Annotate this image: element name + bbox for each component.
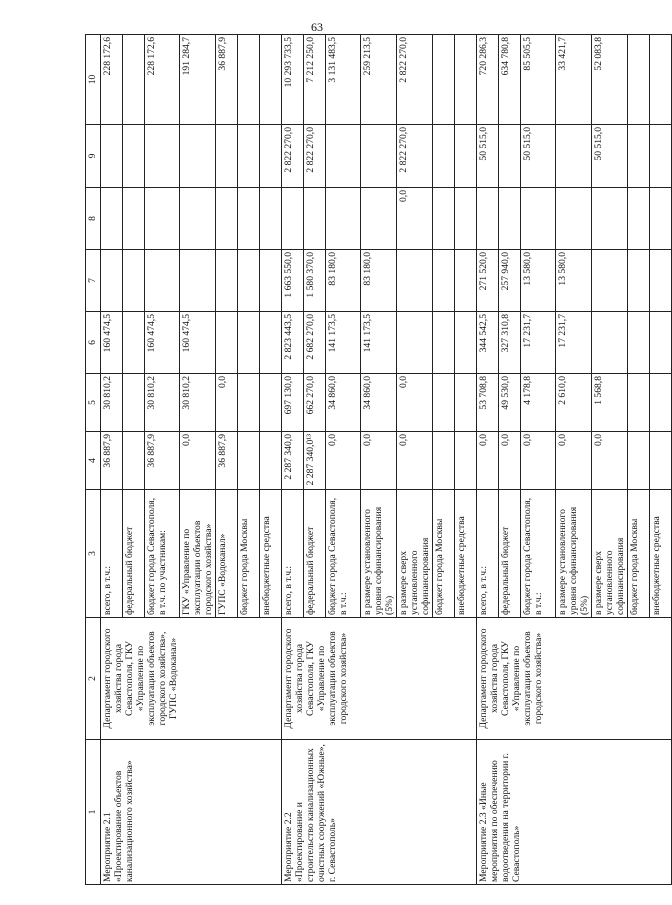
value-cell-c9	[326, 125, 361, 188]
value-cell-c6: 17 231,7	[556, 312, 592, 374]
value-cell-c6: 160 474,5	[145, 312, 180, 374]
executor-cell: Департамент городского хозяйства города Севастополя, ГКУ «Управление по эксплуатации объектов городского хозяйства», ГУПС «Водоканал»	[101, 618, 282, 740]
value-cell-c7	[216, 250, 238, 312]
table-row	[101, 35, 123, 885]
col-header-1: 1	[86, 740, 101, 885]
value-cell-c6: 160 474,5	[101, 312, 123, 374]
value-cell-c10: 85 505,5	[521, 35, 556, 125]
value-cell-c10: 3 131 483,5	[326, 35, 361, 125]
value-cell-c8	[433, 188, 455, 250]
value-cell-c6: 327 310,8	[499, 312, 521, 374]
value-cell-c6	[592, 312, 628, 374]
value-cell-c10	[238, 35, 260, 125]
measure-cell: Мероприятие 2.1 «Проектирование объектов канализационного хозяйства»	[101, 740, 282, 885]
value-cell-c10: 7 212 250,0	[304, 35, 326, 125]
value-cell-c6: 160 474,5	[180, 312, 216, 374]
value-cell-c10	[455, 35, 477, 125]
page-number: 63	[311, 20, 323, 34]
value-cell-c4	[260, 432, 282, 490]
funding-source-cell: бюджет города Москвы	[238, 490, 260, 618]
col-header-4: 4	[86, 432, 101, 490]
table-row	[282, 35, 304, 885]
value-cell-c7: 13 580,0	[556, 250, 592, 312]
value-cell-c8	[521, 188, 556, 250]
value-cell-c5	[455, 374, 477, 432]
value-cell-c7: 271 520,0	[477, 250, 499, 312]
value-cell-c4: 0,0	[592, 432, 628, 490]
value-cell-c6	[123, 312, 145, 374]
value-cell-c6: 141 173,5	[361, 312, 397, 374]
value-cell-c9	[145, 125, 180, 188]
value-cell-c7	[455, 250, 477, 312]
value-cell-c9	[556, 125, 592, 188]
value-cell-c8	[216, 188, 238, 250]
value-cell-c4: 0,0	[397, 432, 433, 490]
funding-table	[85, 34, 672, 885]
value-cell-c8	[650, 188, 672, 250]
value-cell-c9	[361, 125, 397, 188]
value-cell-c4	[650, 432, 672, 490]
value-cell-c5: 4 178,8	[521, 374, 556, 432]
value-cell-c4: 0,0	[521, 432, 556, 490]
value-cell-c8	[326, 188, 361, 250]
col-header-7: 7	[86, 250, 101, 312]
value-cell-c7	[238, 250, 260, 312]
value-cell-c10	[650, 35, 672, 125]
value-cell-c8	[145, 188, 180, 250]
value-cell-c10: 259 213,5	[361, 35, 397, 125]
value-cell-c5	[650, 374, 672, 432]
value-cell-c8	[180, 188, 216, 250]
value-cell-c10	[123, 35, 145, 125]
value-cell-c9	[433, 125, 455, 188]
value-cell-c7	[260, 250, 282, 312]
value-cell-c10	[260, 35, 282, 125]
value-cell-c9	[180, 125, 216, 188]
value-cell-c4: 2 287 340,0¹³	[304, 432, 326, 490]
funding-source-cell: бюджет города Севастополя, в т.ч.:	[521, 490, 556, 618]
value-cell-c5: 662 270,0	[304, 374, 326, 432]
value-cell-c4	[238, 432, 260, 490]
value-cell-c9	[455, 125, 477, 188]
value-cell-c5	[260, 374, 282, 432]
value-cell-c10	[433, 35, 455, 125]
funding-source-cell: ГКУ «Управление по эксплуатации объектов городского хозяйства»	[180, 490, 216, 618]
value-cell-c10	[628, 35, 650, 125]
table-row	[477, 35, 499, 885]
value-cell-c9: 2 822 270,0	[282, 125, 304, 188]
funding-source-cell: федеральный бюджет	[499, 490, 521, 618]
value-cell-c10: 228 172,6	[101, 35, 123, 125]
value-cell-c6: 2 682 270,0	[304, 312, 326, 374]
value-cell-c6	[260, 312, 282, 374]
value-cell-c8	[592, 188, 628, 250]
value-cell-c9	[238, 125, 260, 188]
value-cell-c9	[101, 125, 123, 188]
value-cell-c8	[499, 188, 521, 250]
value-cell-c4	[455, 432, 477, 490]
value-cell-c9: 50 515,0	[592, 125, 628, 188]
value-cell-c4: 0,0	[361, 432, 397, 490]
value-cell-c9	[499, 125, 521, 188]
value-cell-c8	[260, 188, 282, 250]
value-cell-c6: 17 231,7	[521, 312, 556, 374]
value-cell-c5: 34 860,0	[361, 374, 397, 432]
funding-source-cell: в размере установленного уровня софинансирования (5%)	[556, 490, 592, 618]
value-cell-c9	[123, 125, 145, 188]
funding-source-cell: бюджет города Москвы	[628, 490, 650, 618]
table-body	[101, 35, 672, 885]
value-cell-c7: 13 580,0	[521, 250, 556, 312]
col-header-6: 6	[86, 312, 101, 374]
col-header-5: 5	[86, 374, 101, 432]
value-cell-c8	[455, 188, 477, 250]
value-cell-c10: 52 083,8	[592, 35, 628, 125]
funding-source-cell: федеральный бюджет	[304, 490, 326, 618]
value-cell-c5	[433, 374, 455, 432]
value-cell-c9	[260, 125, 282, 188]
value-cell-c6	[397, 312, 433, 374]
value-cell-c8: 0,0	[397, 188, 433, 250]
value-cell-c5: 30 810,2	[180, 374, 216, 432]
value-cell-c7: 83 180,0	[326, 250, 361, 312]
value-cell-c8	[123, 188, 145, 250]
value-cell-c9	[628, 125, 650, 188]
col-header-8: 8	[86, 188, 101, 250]
value-cell-c7	[592, 250, 628, 312]
executor-cell: Департамент городского хозяйства города Севастополя, ГКУ «Управление по эксплуатации объектов городского хозяйства»	[477, 618, 672, 740]
funding-source-cell: всего, в т.ч.:	[477, 490, 499, 618]
col-header-3: 3	[86, 490, 101, 618]
value-cell-c9: 2 822 270,0	[304, 125, 326, 188]
value-cell-c6: 2 823 443,5	[282, 312, 304, 374]
value-cell-c4: 0,0	[556, 432, 592, 490]
value-cell-c5: 30 810,2	[101, 374, 123, 432]
value-cell-c10: 228 172,6	[145, 35, 180, 125]
value-cell-c5: 0,0	[397, 374, 433, 432]
funding-source-cell: в размере сверх установленного софинансирования	[592, 490, 628, 618]
value-cell-c9	[216, 125, 238, 188]
value-cell-c7	[433, 250, 455, 312]
value-cell-c8	[477, 188, 499, 250]
value-cell-c9: 2 822 270,0	[397, 125, 433, 188]
value-cell-c4: 36 887,9	[216, 432, 238, 490]
rotated-table-container	[85, 35, 663, 885]
funding-source-cell: бюджет города Москвы	[433, 490, 455, 618]
value-cell-c7	[101, 250, 123, 312]
funding-source-cell: ГУПС «Водоканал»	[216, 490, 238, 618]
value-cell-c7	[628, 250, 650, 312]
value-cell-c6: 344 542,5	[477, 312, 499, 374]
value-cell-c5	[123, 374, 145, 432]
value-cell-c5: 0,0	[216, 374, 238, 432]
value-cell-c7	[123, 250, 145, 312]
value-cell-c8	[238, 188, 260, 250]
value-cell-c6: 141 173,5	[326, 312, 361, 374]
value-cell-c6	[238, 312, 260, 374]
value-cell-c9: 50 515,0	[521, 125, 556, 188]
funding-source-cell: внебюджетные средства	[650, 490, 672, 618]
value-cell-c4	[433, 432, 455, 490]
value-cell-c7	[397, 250, 433, 312]
value-cell-c6	[216, 312, 238, 374]
value-cell-c8	[101, 188, 123, 250]
value-cell-c7	[650, 250, 672, 312]
funding-source-cell: всего, в т.ч.:	[101, 490, 123, 618]
value-cell-c4	[123, 432, 145, 490]
value-cell-c4	[628, 432, 650, 490]
value-cell-c4: 36 887,9	[145, 432, 180, 490]
value-cell-c9: 50 515,0	[477, 125, 499, 188]
value-cell-c6	[433, 312, 455, 374]
funding-source-cell: внебюджетные средства	[455, 490, 477, 618]
value-cell-c5: 34 860,0	[326, 374, 361, 432]
value-cell-c5: 1 568,8	[592, 374, 628, 432]
value-cell-c6	[455, 312, 477, 374]
value-cell-c10: 2 822 270,0	[397, 35, 433, 125]
value-cell-c8	[361, 188, 397, 250]
value-cell-c10: 33 421,7	[556, 35, 592, 125]
value-cell-c4: 0,0	[499, 432, 521, 490]
funding-source-cell: внебюджетные средства	[260, 490, 282, 618]
value-cell-c4: 0,0	[477, 432, 499, 490]
value-cell-c8	[628, 188, 650, 250]
funding-source-cell: федеральный бюджет	[123, 490, 145, 618]
header-row	[86, 35, 101, 885]
value-cell-c5: 49 530,0	[499, 374, 521, 432]
funding-source-cell: в размере установленного уровня софинансирования (5%)	[361, 490, 397, 618]
value-cell-c10: 191 284,7	[180, 35, 216, 125]
value-cell-c7	[145, 250, 180, 312]
value-cell-c5: 30 810,2	[145, 374, 180, 432]
funding-source-cell: всего, в т.ч.:	[282, 490, 304, 618]
value-cell-c7: 1 580 370,0	[304, 250, 326, 312]
value-cell-c5: 697 130,0	[282, 374, 304, 432]
value-cell-c4: 0,0	[326, 432, 361, 490]
value-cell-c10: 10 293 733,5	[282, 35, 304, 125]
value-cell-c10: 36 887,9	[216, 35, 238, 125]
measure-cell: Мероприятие 2.3 «Иные мероприятия по обеспечению водоотведения на территории г. Севастополь»	[477, 740, 672, 885]
executor-cell: Департамент городского хозяйства города Севастополя, ГКУ «Управление по эксплуатации объектов городского хозяйства»	[282, 618, 477, 740]
value-cell-c6	[650, 312, 672, 374]
col-header-9: 9	[86, 125, 101, 188]
value-cell-c10: 634 780,8	[499, 35, 521, 125]
value-cell-c4: 36 887,9	[101, 432, 123, 490]
value-cell-c6	[628, 312, 650, 374]
measure-cell: Мероприятие 2.2 «Проектирование и строительство канализационных очистных сооружений «Южные», г. Севастополь»	[282, 740, 477, 885]
value-cell-c7: 83 180,0	[361, 250, 397, 312]
value-cell-c8	[556, 188, 592, 250]
value-cell-c4: 0,0	[180, 432, 216, 490]
value-cell-c7	[180, 250, 216, 312]
col-header-10: 10	[86, 35, 101, 125]
col-header-2: 2	[86, 618, 101, 740]
funding-source-cell: бюджет города Севастополя, в т.ч.:	[326, 490, 361, 618]
value-cell-c7: 1 663 550,0	[282, 250, 304, 312]
funding-source-cell: бюджет города Севастополя, в т.ч. по участникам:	[145, 490, 180, 618]
value-cell-c8	[282, 188, 304, 250]
value-cell-c5	[238, 374, 260, 432]
value-cell-c7: 257 940,0	[499, 250, 521, 312]
funding-source-cell: в размере сверх установленного софинансирования	[397, 490, 433, 618]
value-cell-c9	[650, 125, 672, 188]
value-cell-c8	[304, 188, 326, 250]
value-cell-c5	[628, 374, 650, 432]
value-cell-c10: 720 286,3	[477, 35, 499, 125]
value-cell-c5: 53 708,8	[477, 374, 499, 432]
value-cell-c5: 2 610,0	[556, 374, 592, 432]
value-cell-c4: 2 287 340,0	[282, 432, 304, 490]
